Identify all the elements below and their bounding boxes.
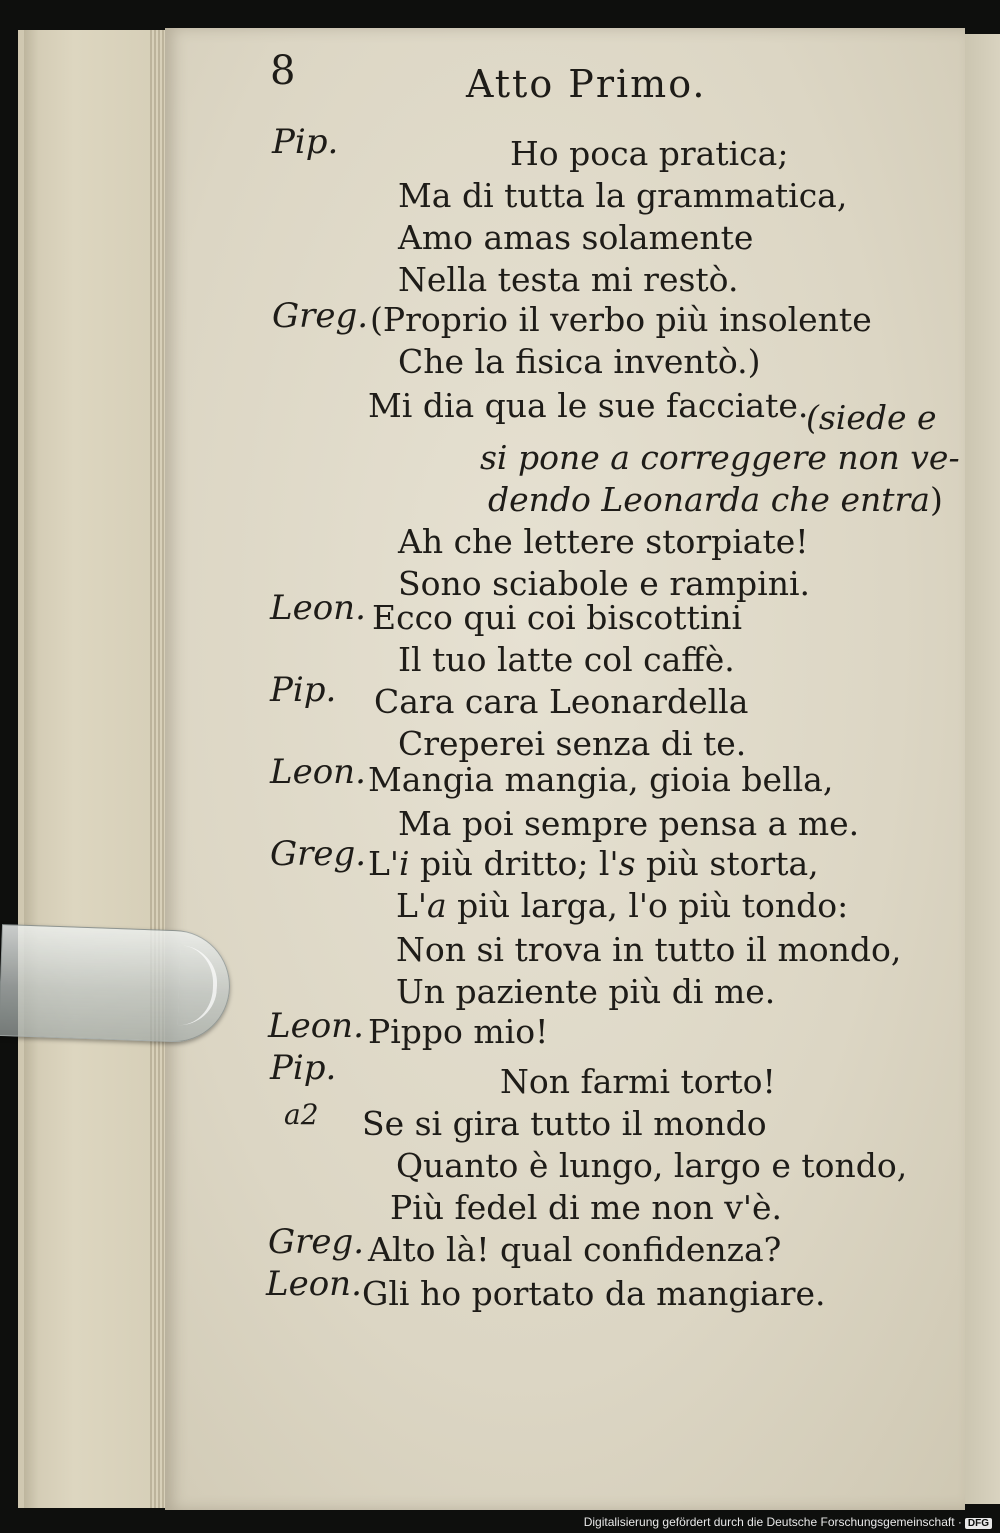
- verse-line: Sono sciabole e rampini.: [398, 564, 811, 603]
- verse-line: L'a più larga, l'o più tondo:: [396, 886, 849, 925]
- speaker-label: Pip.: [270, 1048, 337, 1088]
- speaker-label: Leon.: [268, 1006, 364, 1046]
- page-number: 8: [270, 48, 296, 94]
- verse-line: Ho poca pratica;: [510, 134, 789, 173]
- verse-line: Ma poi sempre pensa a me.: [398, 804, 860, 843]
- verse-line: Ecco qui coi biscottini: [372, 598, 743, 637]
- speaker-label: Greg.: [268, 1222, 365, 1262]
- verse-line: Gli ho portato da mangiare.: [362, 1274, 826, 1313]
- verse-line: Cara cara Leonardella: [374, 682, 749, 721]
- verse-line: Un paziente più di me.: [396, 972, 776, 1011]
- next-page-edge: [960, 34, 1000, 1504]
- verse-line: Pippo mio!: [368, 1012, 549, 1051]
- speaker-label: a2: [284, 1098, 319, 1131]
- verse-line: Il tuo latte col caffè.: [398, 640, 735, 679]
- speaker-label: Greg.: [272, 296, 369, 336]
- speaker-label: Greg.: [270, 834, 367, 874]
- speaker-label: Leon.: [266, 1264, 362, 1304]
- verse-line: Ma di tutta la grammatica,: [398, 176, 848, 215]
- verse-line: Mangia mangia, gioia bella,: [368, 760, 834, 799]
- verse-line: Alto là! qual confidenza?: [368, 1230, 782, 1269]
- speaker-label: Pip.: [272, 122, 339, 162]
- footer-credit: [584, 1515, 992, 1529]
- verse-line: Ah che lettere storpiate!: [398, 522, 809, 561]
- speaker-label: Pip.: [270, 670, 337, 710]
- verse-line: Se si gira tutto il mondo: [362, 1104, 767, 1143]
- speaker-label: Leon.: [270, 588, 366, 628]
- verse-line: Non si trova in tutto il mondo,: [396, 930, 902, 969]
- speaker-label: Leon.: [270, 752, 366, 792]
- verse-line: Mi dia qua le sue facciate.: [368, 386, 809, 425]
- verse-line: Creperei senza di te.: [398, 724, 747, 763]
- book-cover: [18, 30, 159, 1508]
- verse-line: (Proprio il verbo più insolente: [370, 300, 872, 339]
- page-clip: [0, 924, 232, 1044]
- stage-direction: dendo Leonarda che entra): [488, 480, 943, 519]
- verse-line: Più fedel di me non v'è.: [390, 1188, 783, 1227]
- footer-bar: [0, 1515, 1000, 1533]
- verse-line: Nella testa mi restò.: [398, 260, 739, 299]
- verse-line: L'i più dritto; l's più storta,: [368, 844, 819, 883]
- verse-line: Non farmi torto!: [500, 1062, 776, 1101]
- dfg-badge: DFG: [965, 1518, 992, 1529]
- verse-line: Amo amas solamente: [398, 218, 754, 257]
- running-title: Atto Primo.: [466, 62, 707, 106]
- stage-direction: (siede e: [806, 398, 937, 437]
- footer-credit-text: Digitalisierung gefördert durch die Deutsche Forschungsgemeinschaft ·: [583, 1515, 962, 1529]
- verse-line: Che la fisica inventò.): [398, 342, 761, 381]
- verse-line: Quanto è lungo, largo e tondo,: [396, 1146, 908, 1185]
- stage-direction: si pone a correggere non ve-: [480, 438, 960, 477]
